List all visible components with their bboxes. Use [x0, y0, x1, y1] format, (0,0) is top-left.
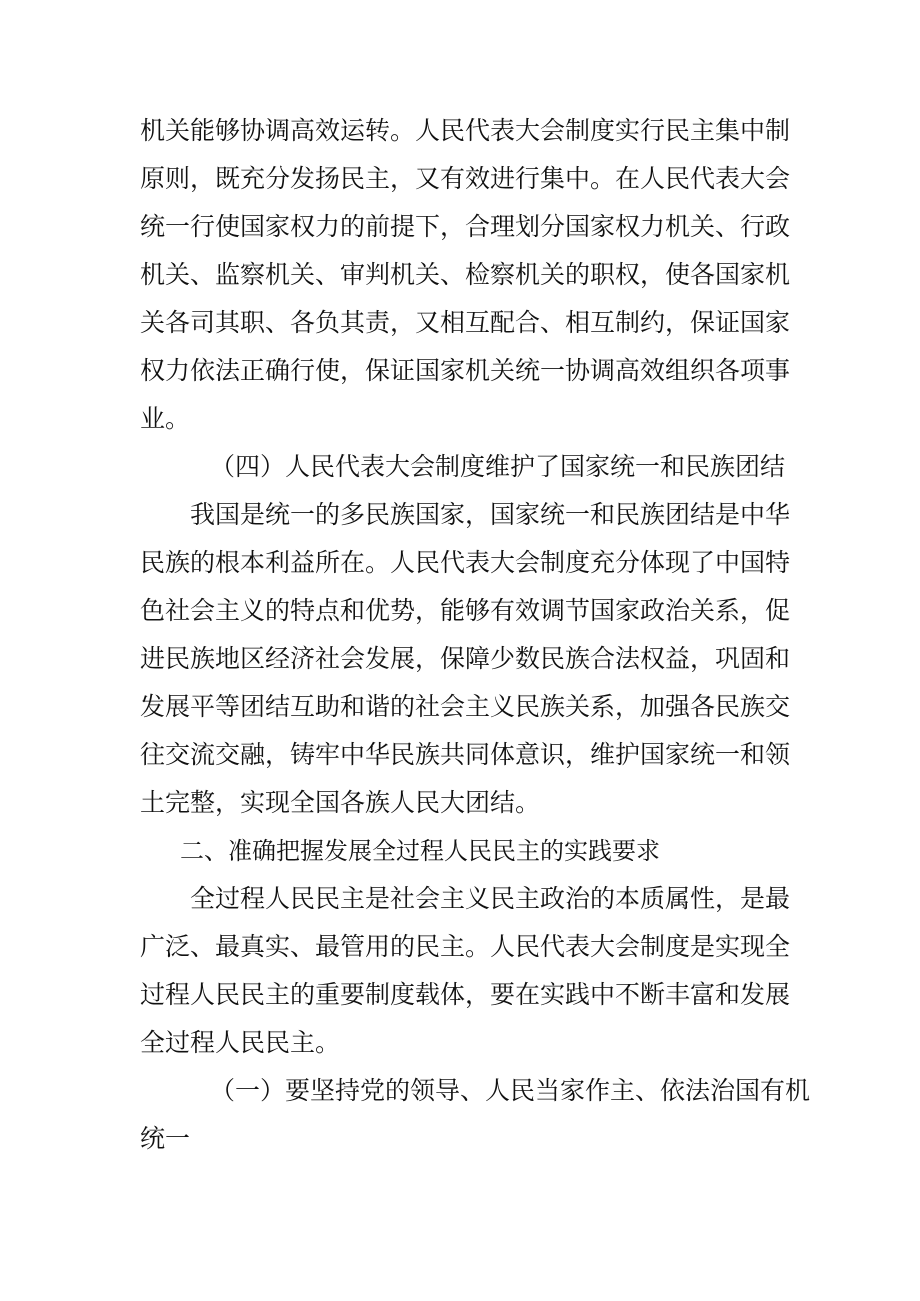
text-line: 原则，既充分发扬民主，又有效进行集中。在人民代表大会: [140, 164, 791, 193]
text-line: 机关、监察机关、审判机关、检察机关的职权，使各国家机: [140, 260, 791, 289]
section-subheading: （一）要坚持党的领导、人民当家作主、依法治国有机: [210, 1076, 811, 1105]
text-line: 往交流交融，铸牢中华民族共同体意识，维护国家统一和领: [140, 740, 791, 769]
text-line: 民族的根本利益所在。人民代表大会制度充分体现了中国特: [140, 548, 791, 577]
text-line: 发展平等团结互助和谐的社会主义民族关系，加强各民族交: [140, 692, 791, 721]
text-line: 机关能够协调高效运转。人民代表大会制度实行民主集中制: [140, 116, 791, 145]
text-line: 权力依法正确行使，保证国家机关统一协调高效组织各项事: [140, 356, 791, 385]
text-line: 土完整，实现全国各族人民大团结。: [140, 788, 541, 817]
text-line: 进民族地区经济社会发展，保障少数民族合法权益，巩固和: [140, 644, 791, 673]
text-line: 关各司其职、各负其责，又相互配合、相互制约，保证国家: [140, 308, 791, 337]
section-heading: 二、准确把握发展全过程人民民主的实践要求: [180, 837, 660, 865]
text-line: 全过程人民民主。: [140, 1028, 341, 1057]
text-line: 过程人民民主的重要制度载体，要在实践中不断丰富和发展: [140, 980, 791, 1009]
text-line: 业。: [140, 404, 191, 433]
text-line: 色社会主义的特点和优势，能够有效调节国家政治关系，促: [140, 596, 791, 625]
text-line: 我国是统一的多民族国家，国家统一和民族团结是中华: [190, 500, 791, 529]
text-line: 统一行使国家权力的前提下，合理划分国家权力机关、行政: [140, 212, 791, 241]
text-line: 统一: [140, 1124, 191, 1153]
section-subheading: （四）人民代表大会制度维护了国家统一和民族团结: [210, 452, 786, 481]
text-line: 广泛、最真实、最管用的民主。人民代表大会制度是实现全: [140, 932, 791, 961]
text-line: 全过程人民民主是社会主义民主政治的本质属性，是最: [190, 884, 791, 913]
